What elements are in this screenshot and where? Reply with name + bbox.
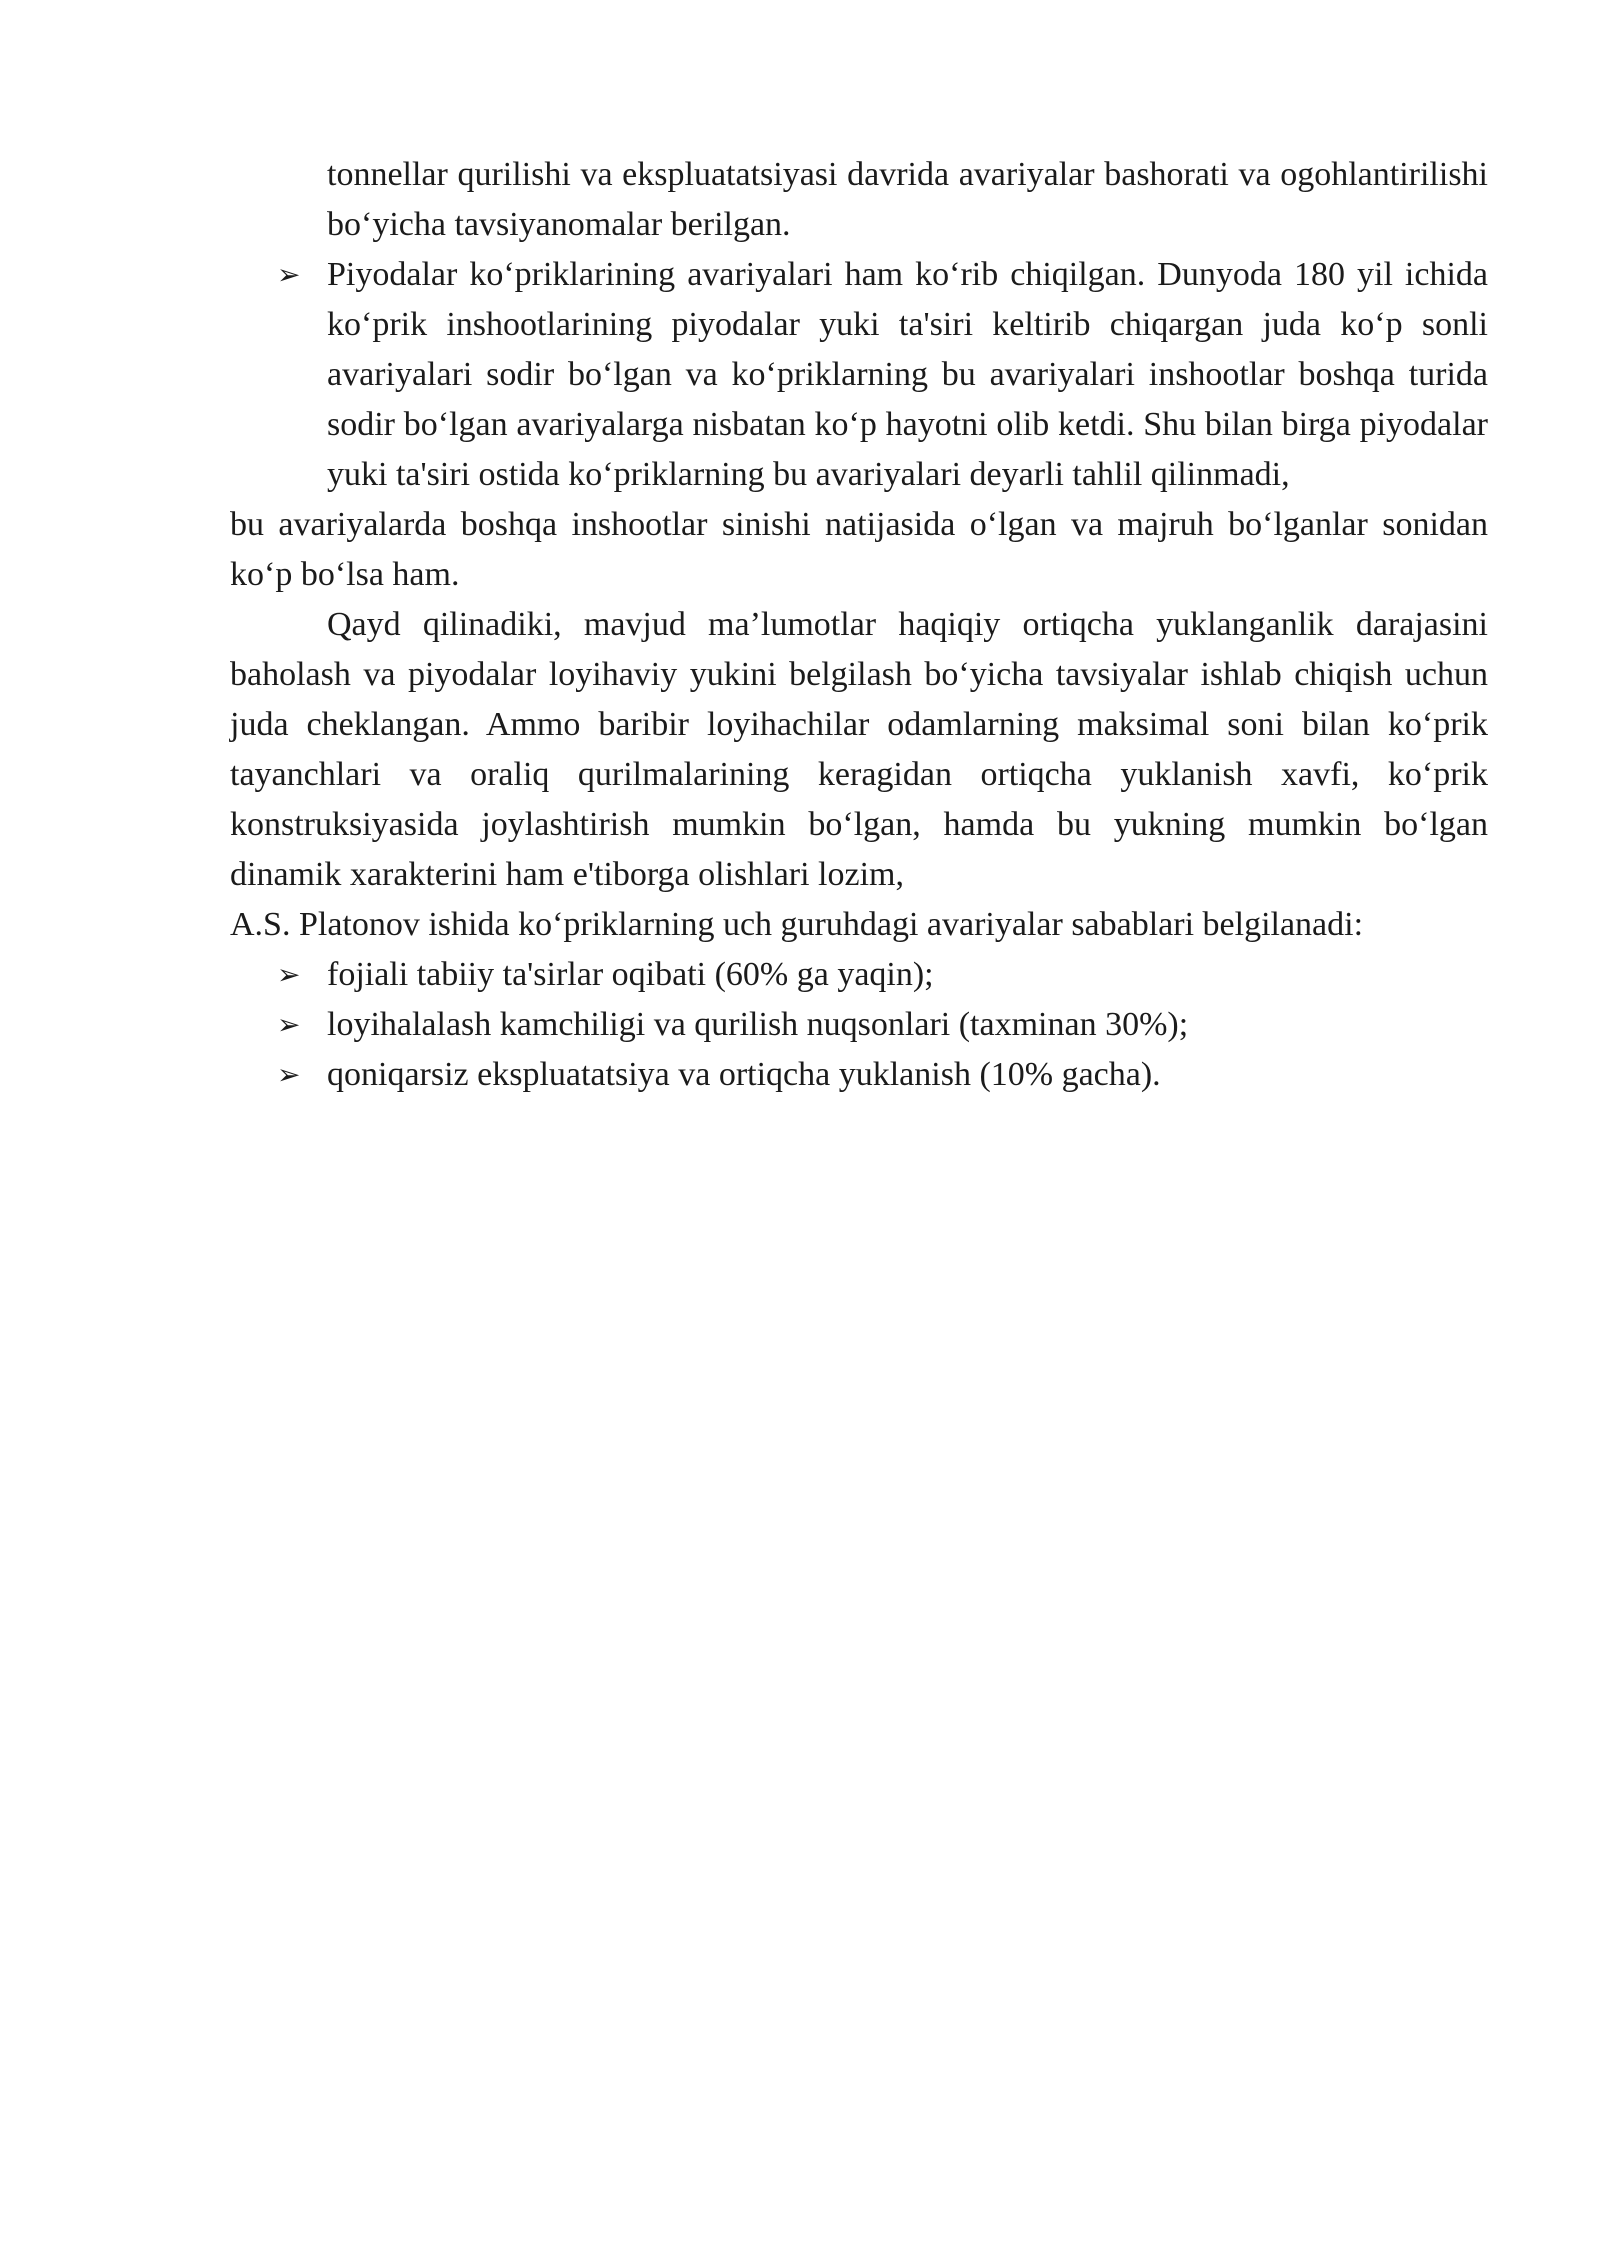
bullet-item-cause xyxy=(277,1050,1488,1100)
arrow-bullet-icon: ➢ xyxy=(277,1058,301,1091)
document-page xyxy=(230,150,1488,1100)
bullet-item-pedestrian-bridges xyxy=(277,250,1488,500)
body-paragraph: bu avariyalarda boshqa inshootlar sinishi natijasida o‘lgan va majruh bo‘lganlar sonidan ko‘p bo‘lsa ham. xyxy=(230,506,1488,593)
bullet-text: loyihalalash kamchiligi va qurilish nuqsonlari (taxminan 30%); xyxy=(327,1006,1189,1043)
bullet-text: Piyodalar ko‘priklarining avariyalari ham ko‘rib chiqilgan. Dunyoda 180 yil ichida ko‘prik inshootlarining piyodalar yuki ta'siri keltirib chiqargan juda ko‘p sonli avariyalari sodir bo‘lgan va ko‘priklarning bu avariyalari inshootlar boshqa turida sodir bo‘lgan avariyalarga nisbatan ko‘p hayotni olib ketdi. Shu bilan birga piyodalar yuki ta'siri ostida ko‘priklarning bu avariyalari deyarli tahlil qilinmadi, xyxy=(327,256,1488,493)
arrow-bullet-icon: ➢ xyxy=(277,1008,301,1041)
arrow-bullet-icon: ➢ xyxy=(277,958,301,991)
bullet-text: fojiali tabiiy ta'sirlar oqibati (60% ga yaqin); xyxy=(327,956,934,993)
bullet-text: qoniqarsiz ekspluatatsiya va ortiqcha yuklanish (10% gacha). xyxy=(327,1056,1161,1093)
arrow-bullet-icon: ➢ xyxy=(277,258,301,291)
body-paragraph-qayd: Qayd qilinadiki, mavjud ma’lumotlar haqiqiy ortiqcha yuklanganlik darajasini baholash va piyodalar loyihaviy yukini belgilash bo‘yicha tavsiyalar ishlab chiqish uchun juda cheklangan. Ammo baribir loyihachilar odamlarning maksimal soni bilan ko‘prik tayanchlari va oraliq qurilmalarining keragidan ortiqcha yuklanish xavfi, ko‘prik konstruksiyasida joylashtirish mumkin bo‘lgan, hamda bu yukning mumkin bo‘lgan dinamik xarakterini ham e'tiborga olishlari lozim, xyxy=(230,606,1488,893)
body-paragraph-platonov: A.S. Platonov ishida ko‘priklarning uch guruhdagi avariyalar sabablari belgilanadi: xyxy=(230,906,1364,943)
bullet-item-cause xyxy=(277,1000,1488,1050)
continuation-paragraph: tonnellar qurilishi va ekspluatatsiyasi davrida avariyalar bashorati va ogohlantirilishi bo‘yicha tavsiyanomalar berilgan. xyxy=(327,156,1488,243)
bullet-item-cause xyxy=(277,950,1488,1000)
